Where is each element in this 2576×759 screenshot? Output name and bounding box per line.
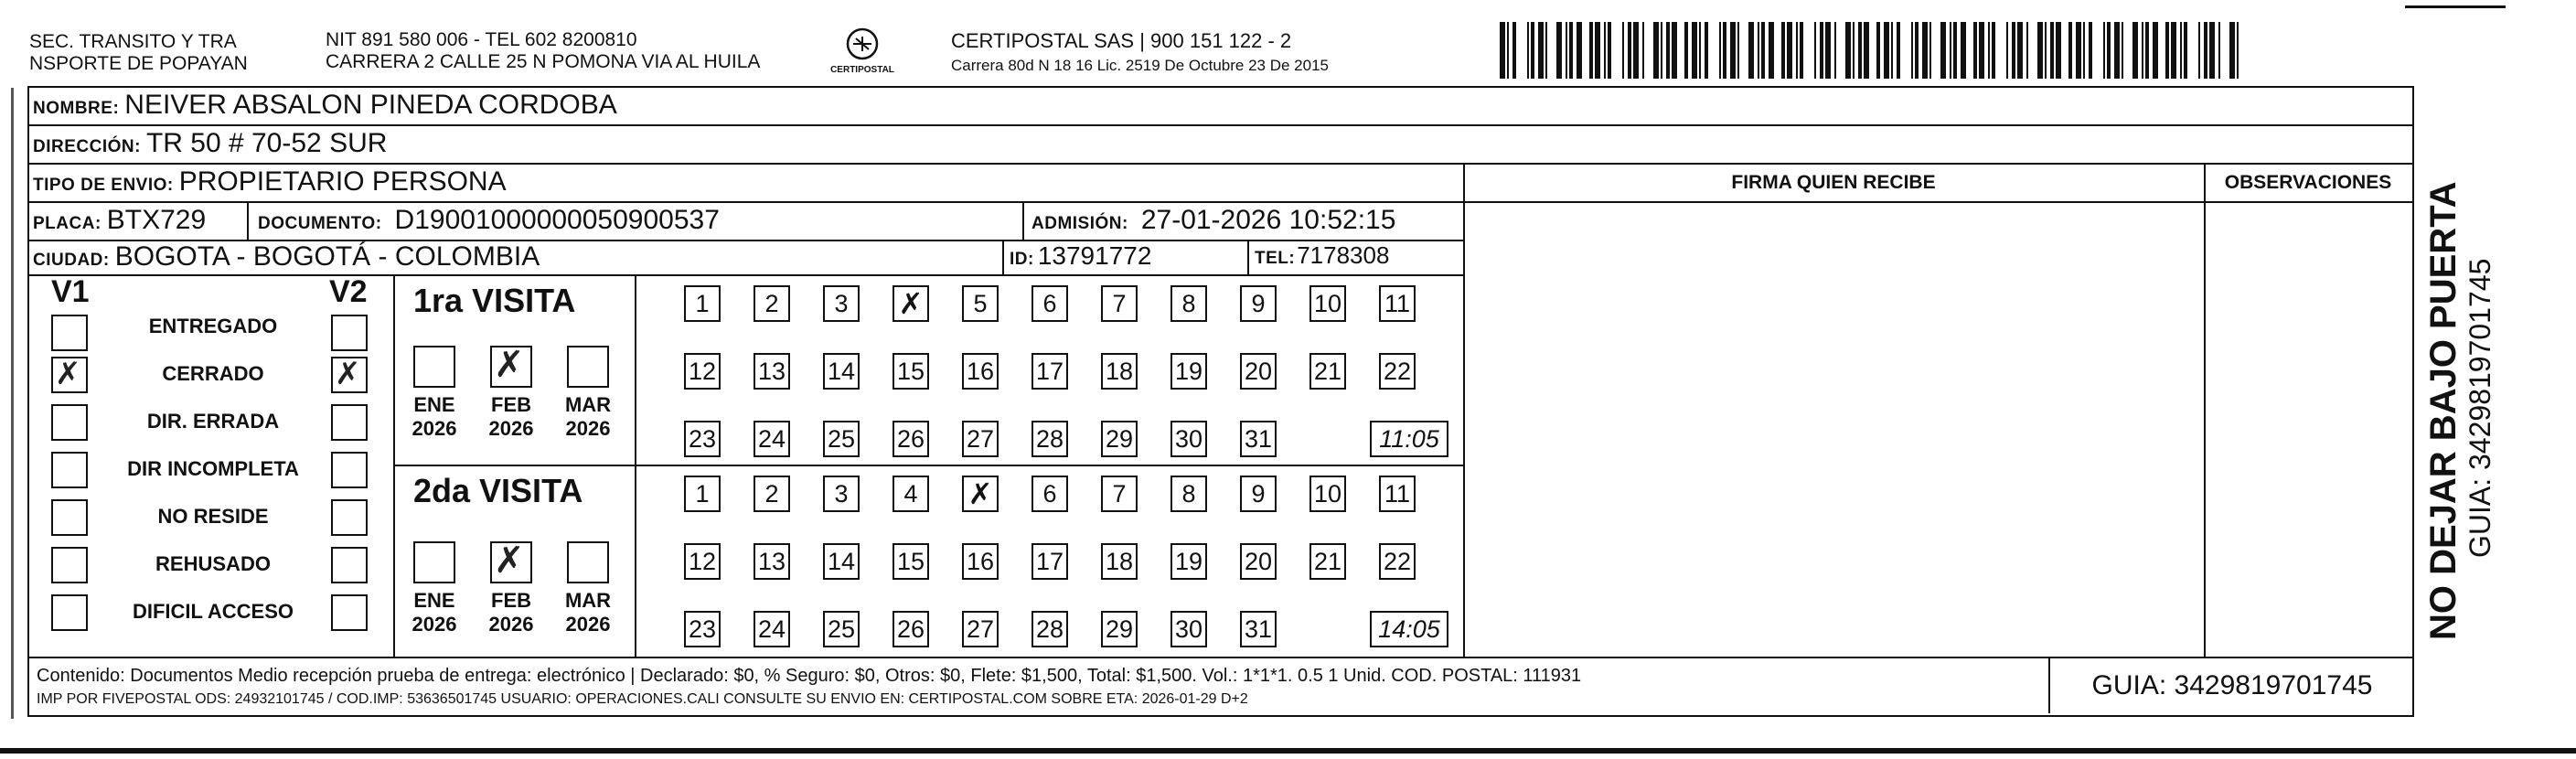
placa-cell	[33, 205, 206, 236]
day-box-2[interactable]: 2	[754, 476, 790, 512]
barcode-bar	[1666, 22, 1670, 79]
barcode-bar	[1891, 22, 1893, 79]
status-cerrado: CERRADO	[162, 362, 264, 385]
barcode-bar	[2237, 22, 2239, 79]
day-box-27[interactable]: 27	[962, 611, 999, 647]
barcode-bar	[2107, 22, 2111, 79]
barcode-bar	[1758, 22, 1759, 79]
barcode-bar	[1796, 22, 1798, 79]
barcode-bar	[1814, 22, 1816, 79]
barcode-bar	[1595, 22, 1600, 79]
day-box-13[interactable]: 13	[754, 543, 790, 580]
barcode-bar	[1911, 22, 1913, 79]
day-box-19[interactable]: 19	[1170, 543, 1207, 580]
day-box-20[interactable]: 20	[1240, 543, 1277, 580]
company-info	[951, 29, 1329, 75]
day-box-28[interactable]: 28	[1031, 611, 1068, 647]
barcode-bar	[2145, 22, 2149, 79]
barcode-bar	[2171, 22, 2176, 79]
side-guia: GUIA: 3429819701745	[2464, 258, 2496, 558]
barcode-bar	[1968, 22, 1970, 79]
barcode-bar	[1999, 22, 2004, 79]
day-box-13[interactable]: 13	[754, 353, 790, 390]
barcode-bar	[2160, 22, 2162, 79]
barcode-bar	[1723, 22, 1726, 79]
v2-checkbox[interactable]	[331, 547, 368, 583]
barcode-bar	[2083, 22, 2085, 79]
month-label-feb: FEB 2026	[488, 589, 534, 636]
barcode-bar	[1825, 22, 1831, 79]
barcode-bar	[1556, 22, 1562, 79]
documento-label: DOCUMENTO:	[258, 214, 382, 233]
day-box-18[interactable]: 18	[1101, 353, 1138, 390]
tel-value: 7178308	[1297, 241, 1390, 269]
left-edge-mark	[11, 88, 14, 719]
barcode-bar	[2204, 22, 2207, 79]
day-box-29[interactable]: 29	[1101, 421, 1138, 457]
day-box-15[interactable]: 15	[893, 543, 929, 580]
barcode-bar	[1858, 22, 1862, 79]
barcode-bar	[1500, 22, 1505, 79]
v2-checkbox[interactable]	[331, 315, 368, 351]
id-value: 13791772	[1037, 241, 1152, 270]
barcode-bar	[2012, 22, 2015, 79]
observaciones-header: OBSERVACIONES	[2224, 172, 2392, 193]
barcode-bar	[2037, 22, 2043, 79]
v1-checkbox[interactable]	[51, 452, 88, 488]
side-text	[2423, 110, 2496, 640]
day-box-21[interactable]: 21	[1309, 353, 1346, 390]
v1-checkbox[interactable]	[51, 404, 88, 441]
day-box-2[interactable]: 2	[754, 285, 790, 322]
ciudad-label: CIUDAD:	[33, 251, 110, 270]
day-box-20[interactable]: 20	[1240, 353, 1277, 390]
status-dir-errada: DIR. ERRADA	[146, 410, 280, 433]
barcode-bar	[2050, 22, 2054, 79]
v2-check-mark: ✗	[335, 356, 361, 392]
day-box-9[interactable]: 9	[1240, 476, 1277, 512]
barcode-bar	[2191, 22, 2197, 79]
tel-cell	[1255, 241, 1389, 270]
day-box-8[interactable]: 8	[1170, 476, 1207, 512]
barcode-bar	[1551, 22, 1555, 79]
day-box-3[interactable]: 3	[823, 476, 860, 512]
day-box-24[interactable]: 24	[754, 611, 790, 647]
barcode-bar	[1884, 22, 1889, 79]
barcode-bar	[1953, 22, 1957, 79]
tel-label: TEL:	[1255, 249, 1296, 268]
month-mark-first: ✗	[494, 344, 525, 386]
logo-text: CERTIPOSTAL	[830, 65, 894, 75]
day-box-23[interactable]: 23	[684, 421, 721, 457]
barcode-bar	[1672, 22, 1677, 79]
month-checkbox-ene[interactable]	[413, 541, 455, 583]
barcode-bar	[1512, 22, 1516, 79]
barcode-bar	[2180, 22, 2182, 79]
direccion-row	[33, 128, 387, 159]
barcode-bar	[1710, 22, 1716, 79]
barcode-bar	[1531, 22, 1534, 79]
barcode-bar	[1661, 22, 1662, 79]
barcode-bar	[2017, 22, 2023, 79]
barcode-bar	[2089, 22, 2092, 79]
month-label-feb: FEB 2026	[488, 393, 534, 440]
day-box-14[interactable]: 14	[823, 353, 860, 390]
footer-contents: Contenido: Documentos Medio recepción prueba de entrega: electrónico | Declarado: $0, % Seguro: $0, Otros: $0, Flete: $1,500, Total: $1,500. Vol.: 1*1*1. 0.5 1 Unid. COD. POSTAL: 111931	[37, 666, 1582, 686]
barcode-bar	[1864, 22, 1869, 79]
day-box-22[interactable]: 22	[1379, 353, 1416, 390]
barcode-bar	[1776, 22, 1778, 79]
barcode-bar	[1961, 22, 1966, 79]
v1-checkbox[interactable]	[51, 547, 88, 583]
placa-label: PLACA:	[33, 214, 102, 233]
day-box-9[interactable]: 9	[1240, 285, 1277, 322]
day-box-14[interactable]: 14	[823, 543, 860, 580]
month-checkbox-mar[interactable]	[567, 541, 609, 583]
barcode-bar	[1820, 22, 1823, 79]
barcode-bar	[1979, 22, 1984, 79]
barcode-bar	[2026, 22, 2028, 79]
day-box-6[interactable]: 6	[1031, 476, 1068, 512]
documento-value: D19001000000050900537	[394, 205, 720, 235]
barcode-bar	[1807, 22, 1812, 79]
barcode-bar	[2222, 22, 2226, 79]
day-box-21[interactable]: 21	[1309, 543, 1346, 580]
day-box-24[interactable]: 24	[754, 421, 790, 457]
barcode-bar	[2165, 22, 2169, 79]
barcode-bar	[2114, 22, 2120, 79]
barcode-bar	[1628, 22, 1631, 79]
barcode-bar	[1646, 22, 1650, 79]
day-box-5[interactable]: 5	[962, 285, 999, 322]
nombre-value: NEIVER ABSALON PINEDA CORDOBA	[124, 90, 617, 120]
status-entregado: ENTREGADO	[148, 315, 278, 337]
day-box-12[interactable]: 12	[684, 353, 721, 390]
barcode-bar	[1719, 22, 1721, 79]
barcode-bar	[1743, 22, 1747, 79]
barcode-bar	[1527, 22, 1529, 79]
month-label-ene: ENE 2026	[412, 393, 457, 440]
barcode-bar	[1584, 22, 1586, 79]
barcode-bar	[1973, 22, 1977, 79]
barcode-bar	[1902, 22, 1908, 79]
day-box-29[interactable]: 29	[1101, 611, 1138, 647]
month-label-mar: MAR 2026	[564, 393, 612, 440]
nombre-row	[33, 90, 617, 121]
day-box-16[interactable]: 16	[962, 543, 999, 580]
admision-label: ADMISIÓN:	[1031, 214, 1128, 233]
v1-checkbox[interactable]	[51, 499, 88, 536]
barcode-bar	[2068, 22, 2072, 79]
barcode-bar	[1633, 22, 1639, 79]
status-dir-incompleta: DIR INCOMPLETA	[127, 457, 299, 480]
barcode-bar	[2209, 22, 2215, 79]
id-label: ID:	[1010, 250, 1034, 269]
day-box-6[interactable]: 6	[1031, 285, 1068, 322]
sender-name	[29, 31, 248, 75]
barcode-bar	[2103, 22, 2105, 79]
footer-print-info: IMP POR FIVEPOSTAL ODS: 24932101745 / COD.IMP: 53636501745 USUARIO: OPERACIONES.CALI CONSULTE SU ENVIO EN: CERTIPOSTAL.COM SOBRE ETA: 2026-01-29 D+2	[37, 691, 1248, 707]
barcode-bar	[1538, 22, 1544, 79]
barcode-bar	[1834, 22, 1836, 79]
footer-guia-text: GUIA: 3429819701745	[2091, 670, 2373, 700]
barcode-bar	[1748, 22, 1754, 79]
day-box-31[interactable]: 31	[1240, 421, 1277, 457]
no-dejar-bajo-puerta: NO DEJAR BAJO PUERTA	[2423, 181, 2464, 640]
barcode-bar	[1897, 22, 1900, 79]
documento-cell	[258, 205, 720, 236]
barcode-bar	[2132, 22, 2138, 79]
id-cell	[1010, 241, 1151, 271]
barcode-bar	[2065, 22, 2067, 79]
barcode-bar	[1566, 22, 1567, 79]
day-box-30[interactable]: 30	[1170, 421, 1207, 457]
month-label-ene: ENE 2026	[412, 589, 457, 636]
barcode-bar	[1545, 22, 1547, 79]
barcode-bar	[1730, 22, 1736, 79]
day-box-12[interactable]: 12	[684, 543, 721, 580]
company-line-1: CERTIPOSTAL SAS | 900 151 122 - 2	[951, 29, 1292, 52]
day-box-28[interactable]: 28	[1031, 421, 1068, 457]
v1-label: V1	[51, 274, 90, 309]
placa-value: BTX729	[106, 205, 207, 235]
barcode-bar	[1699, 22, 1701, 79]
barcode-bar	[1988, 22, 1990, 79]
barcode-bar	[2094, 22, 2100, 79]
barcode-bar	[1622, 22, 1624, 79]
barcode-bar	[2127, 22, 2131, 79]
barcode-bar	[2229, 22, 2235, 79]
direccion-label: DIRECCIÓN:	[33, 137, 141, 156]
barcode-bar	[1922, 22, 1928, 79]
barcode-bar	[1845, 22, 1851, 79]
barcode-bar	[2056, 22, 2061, 79]
barcode-bar	[2184, 22, 2187, 79]
day-box-7[interactable]: 7	[1101, 476, 1138, 512]
sender-line-2: NSPORTE DE POPAYAN	[29, 53, 248, 74]
day-box-15[interactable]: 15	[893, 353, 929, 390]
day-box-19[interactable]: 19	[1170, 353, 1207, 390]
barcode-bar	[1800, 22, 1803, 79]
day-box-18[interactable]: 18	[1101, 543, 1138, 580]
day-box-17[interactable]: 17	[1031, 353, 1068, 390]
certipostal-logo	[830, 24, 894, 82]
barcode-bar	[2030, 22, 2034, 79]
barcode-bar	[2198, 22, 2200, 79]
admision-cell	[1031, 205, 1395, 236]
day-box-5[interactable]: ✗	[962, 476, 999, 512]
firma-header: FIRMA QUIEN RECIBE	[1731, 172, 1936, 193]
day-box-10[interactable]: 10	[1309, 285, 1346, 322]
barcode-bar	[2006, 22, 2008, 79]
barcode	[1500, 18, 2250, 82]
bottom-bar	[0, 748, 2576, 754]
barcode-bar	[1950, 22, 1951, 79]
day-box-11[interactable]: 11	[1379, 476, 1416, 512]
tipo-envio-value: PROPIETARIO PERSONA	[178, 166, 507, 197]
v2-label: V2	[329, 274, 368, 309]
v2-checkbox[interactable]	[331, 499, 368, 536]
barcode-bar	[1787, 22, 1792, 79]
second-visit-title: 2da VISITA	[413, 472, 583, 509]
barcode-bar	[1761, 22, 1765, 79]
barcode-bar	[1705, 22, 1708, 79]
day-box-23[interactable]: 23	[684, 611, 721, 647]
ciudad-cell	[33, 241, 540, 273]
barcode-bar	[2142, 22, 2143, 79]
status-dificil-acceso: DIFICIL ACCESO	[132, 600, 294, 623]
barcode-bar	[1769, 22, 1774, 79]
day-box-27[interactable]: 27	[962, 421, 999, 457]
month-mark-second: ✗	[494, 540, 525, 582]
day-box-22[interactable]: 22	[1379, 543, 1416, 580]
tipo-envio-label: TIPO DE ENVIO:	[33, 176, 174, 195]
barcode-bar	[1873, 22, 1875, 79]
nit-line-2: CARRERA 2 CALLE 25 N POMONA VIA AL HUILA	[326, 51, 761, 72]
first-visit-title: 1ra VISITA	[413, 282, 576, 319]
day-box-1[interactable]: 1	[684, 476, 721, 512]
barcode-bar	[1608, 22, 1611, 79]
month-label-mar: MAR 2026	[564, 589, 612, 636]
barcode-bar	[1518, 22, 1523, 79]
barcode-bar	[1876, 22, 1880, 79]
barcode-bar	[1615, 22, 1620, 79]
v2-checkbox[interactable]	[331, 452, 368, 488]
nombre-label: NOMBRE:	[33, 99, 120, 118]
day-box-4[interactable]: 4	[893, 476, 929, 512]
barcode-bar	[1781, 22, 1785, 79]
direccion-value: TR 50 # 70-52 SUR	[145, 128, 388, 158]
day-box-4[interactable]: ✗	[893, 285, 929, 322]
barcode-bar	[1681, 22, 1683, 79]
barcode-bar	[2122, 22, 2123, 79]
day-box-17[interactable]: 17	[1031, 543, 1068, 580]
month-checkbox-ene[interactable]	[413, 346, 455, 388]
day-box-7[interactable]: 7	[1101, 285, 1138, 322]
barcode-bar	[2076, 22, 2081, 79]
ciudad-value: BOGOTA - BOGOTÁ - COLOMBIA	[114, 241, 540, 272]
time-box-first[interactable]: 11:05	[1370, 421, 1448, 457]
day-box-3[interactable]: 3	[823, 285, 860, 322]
corner-mark	[2405, 5, 2506, 8]
time-box-second[interactable]: 14:05	[1370, 611, 1448, 647]
day-box-31[interactable]: 31	[1240, 611, 1277, 647]
day-box-26[interactable]: 26	[893, 421, 929, 457]
footer-guia	[2048, 658, 2414, 713]
status-no-reside: NO RESIDE	[157, 505, 269, 528]
sender-line-1: SEC. TRANSITO Y TRA	[29, 31, 237, 52]
tipo-envio-row	[33, 166, 507, 198]
v1-checkbox[interactable]	[51, 315, 88, 351]
barcode-bar	[1940, 22, 1946, 79]
barcode-bar	[1507, 22, 1509, 79]
status-rehusado: REHUSADO	[155, 552, 271, 575]
barcode-bar	[1935, 22, 1939, 79]
barcode-bar	[1838, 22, 1842, 79]
barcode-bar	[1569, 22, 1573, 79]
sender-nit	[326, 29, 760, 73]
barcode-bar	[1684, 22, 1688, 79]
v1-check-mark: ✗	[55, 356, 81, 392]
day-box-11[interactable]: 11	[1379, 285, 1416, 322]
day-box-25[interactable]: 25	[823, 611, 860, 647]
day-box-25[interactable]: 25	[823, 421, 860, 457]
day-box-16[interactable]: 16	[962, 353, 999, 390]
barcode-bar	[1604, 22, 1606, 79]
day-box-8[interactable]: 8	[1170, 285, 1207, 322]
barcode-bar	[1992, 22, 1995, 79]
barcode-bar	[2153, 22, 2158, 79]
barcode-bar	[2045, 22, 2047, 79]
barcode-bar	[1929, 22, 1931, 79]
v1-checkbox[interactable]	[51, 594, 88, 631]
v2-checkbox[interactable]	[331, 404, 368, 441]
barcode-bar	[1915, 22, 1919, 79]
barcode-bar	[1737, 22, 1739, 79]
month-checkbox-mar[interactable]	[567, 346, 609, 388]
barcode-bar	[1853, 22, 1855, 79]
barcode-bar	[1692, 22, 1697, 79]
admision-value: 27-01-2026 10:52:15	[1140, 205, 1396, 235]
company-line-2: Carrera 80d N 18 16 Lic. 2519 De Octubre 23 De 2015	[951, 57, 1329, 74]
v2-checkbox[interactable]	[331, 594, 368, 631]
barcode-bar	[1577, 22, 1582, 79]
day-box-10[interactable]: 10	[1309, 476, 1346, 512]
barcode-bar	[1642, 22, 1644, 79]
nit-line-1: NIT 891 580 006 - TEL 602 8200810	[326, 29, 637, 50]
barcode-bar	[2218, 22, 2220, 79]
day-box-30[interactable]: 30	[1170, 611, 1207, 647]
barcode-bar	[1653, 22, 1659, 79]
barcode-bar	[1589, 22, 1593, 79]
day-box-26[interactable]: 26	[893, 611, 929, 647]
day-box-1[interactable]: 1	[684, 285, 721, 322]
